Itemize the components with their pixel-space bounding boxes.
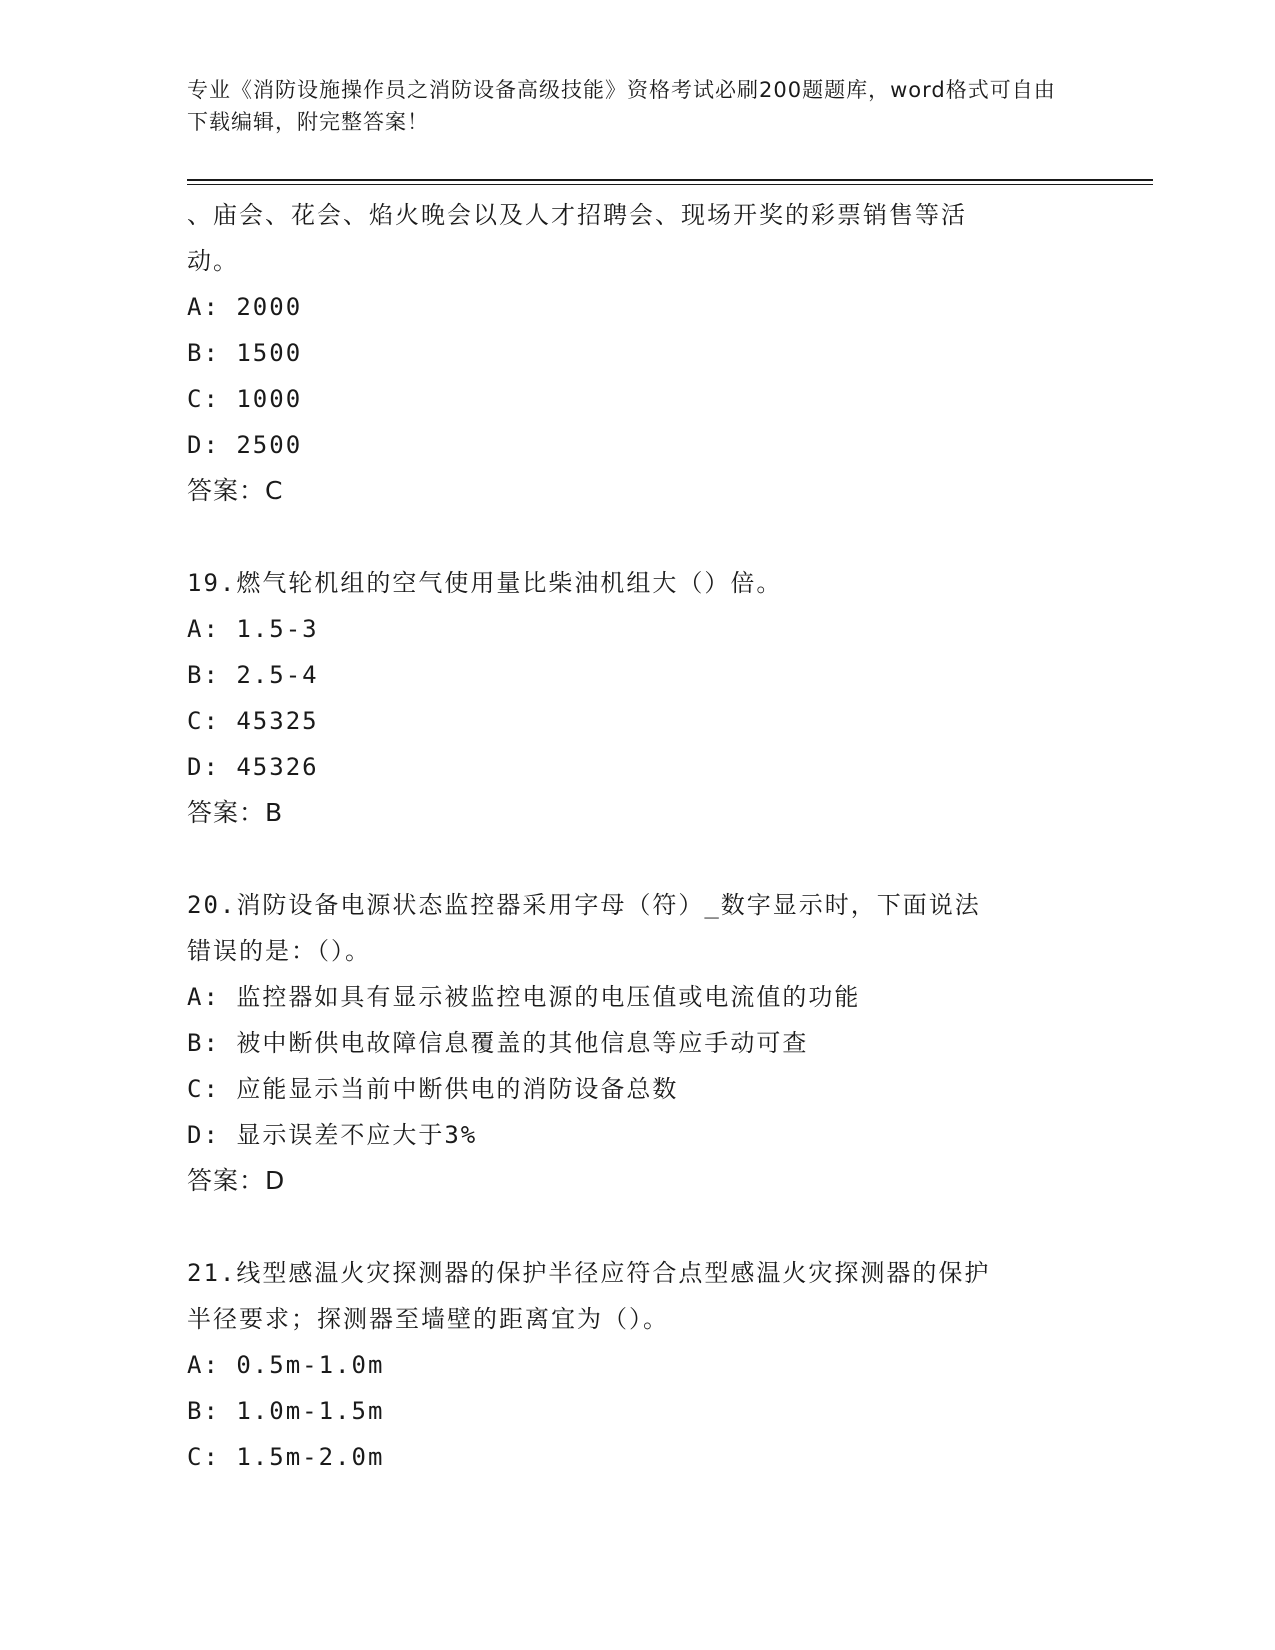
question-text-line: 20.消防设备电源状态监控器采用字母（符）_数字显示时，下面说法 (187, 891, 981, 919)
question-block-21 (187, 1250, 1087, 1480)
answer-line: 答案：D (187, 1166, 286, 1195)
option-c: C: 45325 (187, 707, 319, 735)
option-d: D: 显示误差不应大于3% (187, 1121, 478, 1149)
question-text-line: 半径要求；探测器至墙壁的距离宜为（）。 (187, 1305, 669, 1333)
option-c: C: 应能显示当前中断供电的消防设备总数 (187, 1075, 679, 1103)
question-block-19 (187, 560, 1087, 836)
option-b: B: 被中断供电故障信息覆盖的其他信息等应手动可查 (187, 1029, 809, 1057)
document-header: 专业《消防设施操作员之消防设备高级技能》资格考试必刷200题题库，word格式可自由下载编辑，附完整答案！ (187, 78, 1056, 134)
spacer (187, 514, 1087, 560)
question-text-line: 19.燃气轮机组的空气使用量比柴油机组大（）倍。 (187, 569, 783, 597)
option-a: A: 1.5-3 (187, 615, 319, 643)
option-c: C: 1.5m-2.0m (187, 1443, 385, 1471)
option-a: A: 0.5m-1.0m (187, 1351, 385, 1379)
spacer (187, 836, 1087, 882)
question-text-line: 动。 (187, 247, 239, 275)
option-b: B: 1.0m-1.5m (187, 1397, 385, 1425)
question-content (187, 192, 1087, 1480)
answer-line: 答案：C (187, 476, 284, 505)
question-text-line: 、庙会、花会、焰火晚会以及人才招聘会、现场开奖的彩票销售等活 (187, 201, 967, 229)
question-block-20 (187, 882, 1087, 1204)
question-block-continued (187, 192, 1087, 514)
answer-line: 答案：B (187, 798, 284, 827)
option-d: D: 45326 (187, 753, 319, 781)
question-text-line: 21.线型感温火灾探测器的保护半径应符合点型感温火灾探测器的保护 (187, 1259, 991, 1287)
option-c: C: 1000 (187, 385, 303, 413)
option-b: B: 2.5-4 (187, 661, 319, 689)
option-a: A: 监控器如具有显示被监控电源的电压值或电流值的功能 (187, 983, 861, 1011)
header-divider-thin (187, 184, 1153, 185)
header-divider-thick (187, 179, 1153, 181)
option-a: A: 2000 (187, 293, 303, 321)
spacer (187, 1204, 1087, 1250)
option-d: D: 2500 (187, 431, 303, 459)
option-b: B: 1500 (187, 339, 303, 367)
question-text-line: 错误的是：（）。 (187, 937, 371, 965)
